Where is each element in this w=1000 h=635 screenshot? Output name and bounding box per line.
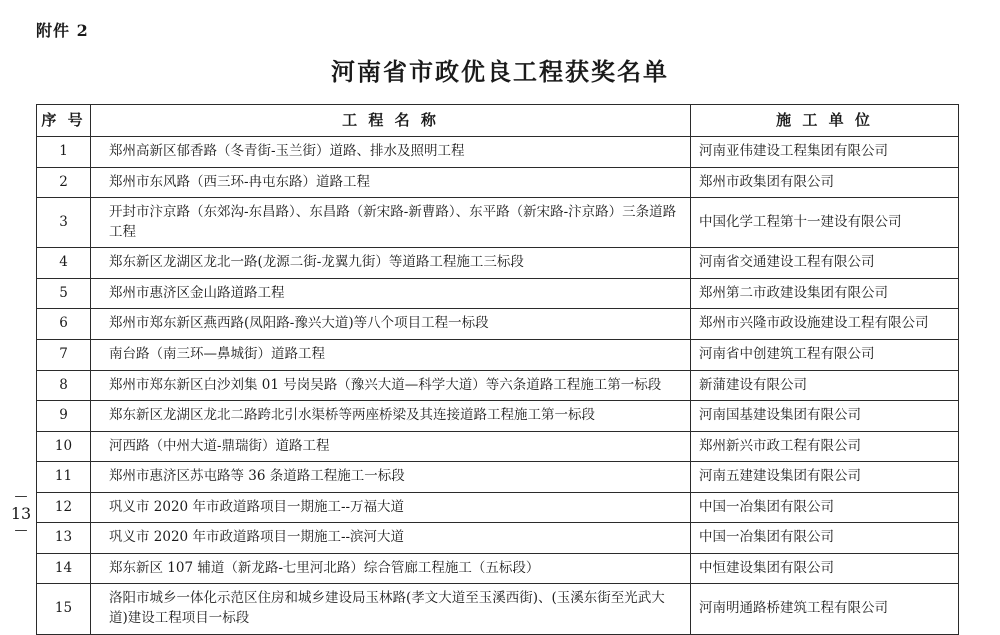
cell-contractor: 河南省中创建筑工程有限公司 [691, 339, 959, 370]
cell-contractor: 中国一冶集团有限公司 [691, 523, 959, 554]
cell-project-name: 郑州高新区郁香路（冬青街-玉兰街）道路、排水及照明工程 [91, 137, 691, 168]
table-row [37, 462, 959, 493]
cell-project-name: 开封市汴京路（东郊沟-东昌路）、东昌路（新宋路-新曹路）、东平路（新宋路-汴京路）三条道路工程 [91, 198, 691, 248]
table-row [37, 492, 959, 523]
cell-project-name: 郑州市惠济区金山路道路工程 [91, 278, 691, 309]
cell-no: 14 [37, 553, 91, 584]
table-row [37, 401, 959, 432]
cell-contractor: 郑州第二市政建设集团有限公司 [691, 278, 959, 309]
cell-project-name: 洛阳市城乡一体化示范区住房和城乡建设局玉林路(孝文大道至玉溪西街)、(玉溪东街至光武大道)建设工程项目一标段 [91, 584, 691, 634]
cell-project-name: 巩义市 2020 年市政道路项目一期施工--滨河大道 [91, 523, 691, 554]
cell-project-name: 郑东新区龙湖区龙北二路跨北引水渠桥等两座桥梁及其连接道路工程施工第一标段 [91, 401, 691, 432]
table-row [37, 339, 959, 370]
award-table-body [37, 137, 959, 635]
cell-no: 12 [37, 492, 91, 523]
cell-no: 7 [37, 339, 91, 370]
column-header-no: 序 号 [37, 105, 91, 137]
cell-contractor: 郑州新兴市政工程有限公司 [691, 431, 959, 462]
cell-project-name: 郑州市郑东新区白沙刘集 01 号岗吴路（豫兴大道—科学大道）等六条道路工程施工第一标段 [91, 370, 691, 401]
cell-no: 9 [37, 401, 91, 432]
cell-contractor: 郑州市政集团有限公司 [691, 167, 959, 198]
page-title: 河南省市政优良工程获奖名单 [331, 57, 669, 86]
cell-project-name: 郑州市东风路（西三环-冉屯东路）道路工程 [91, 167, 691, 198]
cell-no: 4 [37, 248, 91, 279]
cell-contractor: 中国一冶集团有限公司 [691, 492, 959, 523]
cell-no: 15 [37, 584, 91, 634]
award-table [36, 104, 959, 635]
cell-project-name: 郑东新区龙湖区龙北一路(龙源二街-龙翼九街）等道路工程施工三标段 [91, 248, 691, 279]
cell-no: 2 [37, 167, 91, 198]
cell-contractor: 郑州市兴隆市政设施建设工程有限公司 [691, 309, 959, 340]
table-row [37, 523, 959, 554]
page-number-value: 13 [10, 504, 32, 524]
cell-contractor: 新蒲建设有限公司 [691, 370, 959, 401]
cell-no: 5 [37, 278, 91, 309]
cell-contractor: 河南五建建设集团有限公司 [691, 462, 959, 493]
page-number-top-dash: — [14, 489, 28, 504]
column-header-contractor: 施 工 单 位 [691, 105, 959, 137]
page-number-bottom-dash: — [14, 522, 28, 538]
cell-project-name: 南台路（南三环—鼻城街）道路工程 [91, 339, 691, 370]
cell-no: 13 [37, 523, 91, 554]
cell-no: 1 [37, 137, 91, 168]
cell-project-name: 郑州市郑东新区燕西路(凤阳路-豫兴大道)等八个项目工程一标段 [91, 309, 691, 340]
table-row [37, 431, 959, 462]
cell-contractor: 中恒建设集团有限公司 [691, 553, 959, 584]
cell-no: 3 [37, 198, 91, 248]
table-row [37, 370, 959, 401]
cell-no: 8 [37, 370, 91, 401]
table-row [37, 167, 959, 198]
cell-contractor: 河南省交通建设工程有限公司 [691, 248, 959, 279]
column-header-project-name: 工 程 名 称 [91, 105, 691, 137]
cell-contractor: 河南明通路桥建筑工程有限公司 [691, 584, 959, 634]
award-table-container [36, 104, 958, 635]
cell-contractor: 河南亚伟建设工程集团有限公司 [691, 137, 959, 168]
table-row [37, 278, 959, 309]
side-page-number [8, 490, 34, 538]
table-header-row [37, 105, 959, 137]
cell-project-name: 河西路（中州大道-鼎瑞街）道路工程 [91, 431, 691, 462]
table-row [37, 137, 959, 168]
cell-contractor: 河南国基建设集团有限公司 [691, 401, 959, 432]
attachment-label: 附件 2 [36, 21, 89, 40]
cell-project-name: 郑州市惠济区苏屯路等 36 条道路工程施工一标段 [91, 462, 691, 493]
table-row [37, 248, 959, 279]
table-row [37, 198, 959, 248]
cell-no: 10 [37, 431, 91, 462]
cell-no: 11 [37, 462, 91, 493]
cell-no: 6 [37, 309, 91, 340]
table-row [37, 309, 959, 340]
cell-contractor: 中国化学工程第十一建设有限公司 [691, 198, 959, 248]
cell-project-name: 巩义市 2020 年市政道路项目一期施工--万福大道 [91, 492, 691, 523]
table-row [37, 553, 959, 584]
cell-project-name: 郑东新区 107 辅道（新龙路-七里河北路）综合管廊工程施工（五标段） [91, 553, 691, 584]
